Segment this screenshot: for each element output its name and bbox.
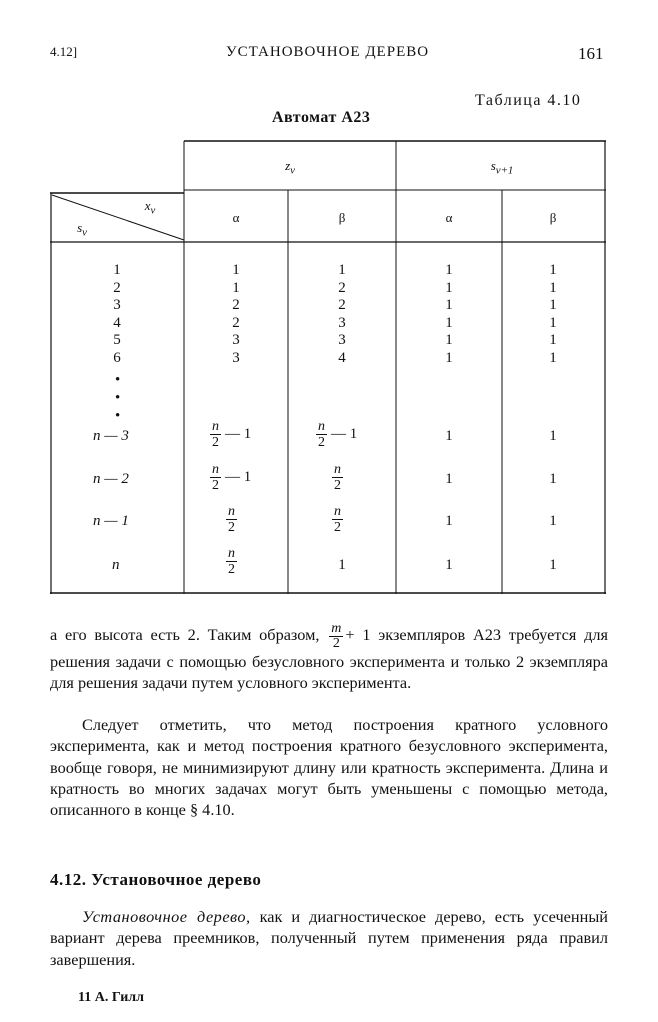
table-cell: 3 [232,332,240,348]
transition-table [50,140,606,594]
table-cell: 1 [549,279,557,296]
table-cell: 1 [549,262,557,278]
table-cell: 1 [549,471,557,487]
table-cell: 1 [549,349,557,366]
paragraph-3: Установочное дерево, как и диагностическое дерево, есть усеченный вариант дерева преемников, полученный путем применения ряда правил завершения. [50,907,608,969]
running-head-title: УСТАНОВОЧНОЕ ДЕРЕВО [226,44,430,60]
row-label: 4 [113,314,121,331]
paragraph-2: Следует отметить, что метод построения кратного условного эксперимента, как и метод построения кратного безусловного эксперимента, вообще говоря, не минимизируют длину или кратность эксперимента. Длина и кратность во многих задачах могут быть уменьшены с помощью метода, описанного в конце § 4.10. [50,715,608,820]
table-cell: 1 [549,557,557,573]
col-header-s-beta: β [549,210,557,225]
col-header-z-alpha: α [232,210,240,225]
corner-label-x: $x_v$ [144,198,156,217]
col-header-z-beta: β [338,210,346,225]
paragraph-1: а его высота есть 2. Таким образом, $\frac{m}{2}$ + 1 экземпляров A23 требуется для решения задачи с помощью безусловного эксперимента и только 2 экземпляра для решения задачи путем условного эксперимента. [50,621,608,693]
ellipsis-dot: • [115,408,121,424]
fraction-cell: $\frac{n}{2}$ — 1 [318,419,358,450]
table-cell: 1 [445,471,453,487]
table-cell: 1 [338,557,346,573]
row-label: 2 [113,279,121,296]
table-cell: 2 [232,297,240,313]
corner-label-s: $s_v$ [77,220,87,239]
table-cell: 1 [549,332,557,348]
group-header-z: $z_v$ [285,158,295,177]
table-cell: 1 [232,279,240,296]
table-cell: 1 [338,262,346,278]
fraction-cell: $\frac{n}{2}$ [228,546,235,577]
row-label: n — 2 [93,471,129,487]
table-cell: 1 [549,513,557,529]
table-caption: Автомат A23 [272,109,371,126]
page-number: 161 [578,44,604,63]
fraction-cell: $\frac{n}{2}$ [228,504,235,535]
table-cell: 1 [445,513,453,529]
row-label: 5 [113,332,121,348]
fraction-cell: $\frac{n}{2}$ — 1 [212,419,252,450]
table-cell: 4 [338,349,346,366]
row-label: n [112,557,120,573]
row-label: 6 [113,349,121,366]
fraction-cell: $\frac{n}{2}$ — 1 [212,462,252,493]
table-cell: 1 [232,262,240,278]
section-heading: 4.12. Установочное дерево [50,870,262,889]
inline-fraction: $\frac{m}{2}$ [331,621,342,651]
running-head-section: 4.12] [50,44,78,59]
table-cell: 3 [338,332,346,348]
row-label: n — 3 [93,428,129,444]
table-cell: 3 [338,314,346,331]
row-label: 1 [113,262,121,278]
table-cell: 1 [445,332,453,348]
table-cell: 1 [445,279,453,296]
table-cell: 2 [338,297,346,313]
table-cell: 2 [338,279,346,296]
ellipsis-dot: • [115,372,121,388]
table-cell: 1 [549,428,557,444]
ellipsis-dot: • [115,390,121,406]
table-cell: 1 [549,314,557,331]
fraction-cell: $\frac{n}{2}$ [334,462,341,493]
row-label: 3 [113,297,121,313]
table-number: Таблица 4.10 [475,92,582,109]
table-cell: 3 [232,349,240,366]
row-label: n — 1 [93,513,129,529]
table-cell: 1 [445,557,453,573]
col-header-s-alpha: α [445,210,453,225]
fraction-cell: $\frac{n}{2}$ [334,504,341,535]
signature-mark: 11 А. Гилл [78,990,144,1005]
table-cell: 1 [549,297,557,313]
table-cell: 1 [445,349,453,366]
table-cell: 1 [445,428,453,444]
table-cell: 2 [232,314,240,331]
group-header-s-next: $s_{v+1}$ [490,158,514,177]
table-cell: 1 [445,314,453,331]
table-cell: 1 [445,262,453,278]
table-cell: 1 [445,297,453,313]
